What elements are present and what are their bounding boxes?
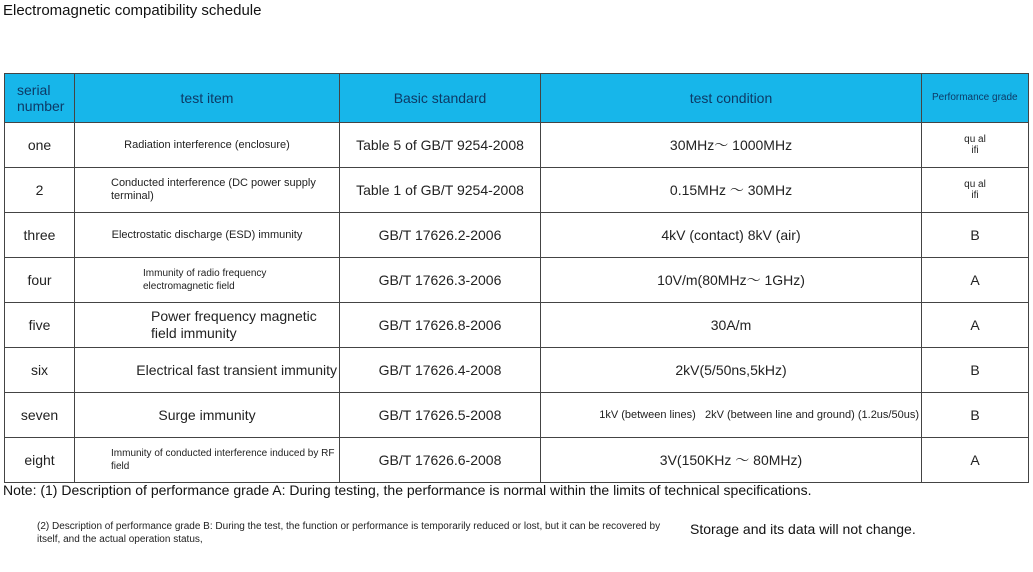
cell-grade: A — [922, 303, 1029, 348]
cell-condition: 2kV(5/50ns,5kHz) — [541, 348, 922, 393]
table-row — [5, 258, 1029, 303]
cell-standard: GB/T 17626.8-2006 — [340, 303, 541, 348]
cell-standard: Table 5 of GB/T 9254-2008 — [340, 123, 541, 168]
cell-condition: 30MHz～ 1000MHz — [541, 123, 922, 168]
cell-condition: 30A/m — [541, 303, 922, 348]
cell-standard: GB/T 17626.4-2008 — [340, 348, 541, 393]
cell-test-item: Radiation interference (enclosure) — [75, 123, 340, 168]
table-row — [5, 213, 1029, 258]
cell-standard: GB/T 17626.2-2006 — [340, 213, 541, 258]
cell-test-item: Conducted interference (DC power supply terminal) — [75, 168, 340, 213]
header-test-condition: test condition — [541, 74, 922, 123]
header-serial: serial number — [5, 74, 75, 123]
table-row — [5, 348, 1029, 393]
cell-standard: GB/T 17626.6-2008 — [340, 438, 541, 483]
cell-condition: 3V(150KHz ～ 80MHz) — [541, 438, 922, 483]
table-row — [5, 393, 1029, 438]
cell-grade: B — [922, 393, 1029, 438]
cell-condition: 10V/m(80MHz～ 1GHz) — [541, 258, 922, 303]
cell-serial: three — [5, 213, 75, 258]
header-basic-standard: Basic standard — [340, 74, 541, 123]
cell-grade: B — [922, 348, 1029, 393]
cell-condition: 1kV (between lines) 2kV (between line and ground) (1.2us/50us) — [541, 393, 922, 438]
cell-serial: one — [5, 123, 75, 168]
cell-grade: B — [922, 213, 1029, 258]
cell-serial: eight — [5, 438, 75, 483]
table-row — [5, 168, 1029, 213]
cell-serial: five — [5, 303, 75, 348]
cell-condition: 0.15MHz ～ 30MHz — [541, 168, 922, 213]
note-grade-b: (2) Description of performance grade B: During the test, the function or performance is temporarily reduced or lost, but it can be recovered by itself, and the actual operation status, — [37, 521, 661, 545]
cell-test-item: Power frequency magnetic field immunity — [75, 303, 340, 348]
note-grade-a: Note: (1) Description of performance grade A: During testing, the performance is normal within the limits of technical specifications. — [3, 482, 812, 498]
cell-test-item: Electrostatic discharge (ESD) immunity — [75, 213, 340, 258]
cell-test-item: Immunity of radio frequency electromagnetic field — [75, 258, 340, 303]
cell-grade: A — [922, 258, 1029, 303]
note-storage: Storage and its data will not change. — [690, 521, 916, 537]
cell-serial: six — [5, 348, 75, 393]
cell-standard: GB/T 17626.5-2008 — [340, 393, 541, 438]
cell-test-item: Electrical fast transient immunity — [75, 348, 340, 393]
cell-serial: seven — [5, 393, 75, 438]
cell-grade: qu alifi — [922, 168, 1029, 213]
table-row — [5, 123, 1029, 168]
cell-serial: four — [5, 258, 75, 303]
table-header-row — [5, 74, 1029, 123]
cell-test-item: Immunity of conducted interference induced by RF field — [75, 438, 340, 483]
header-performance-grade: Performance grade — [922, 74, 1029, 123]
cell-standard: GB/T 17626.3-2006 — [340, 258, 541, 303]
cell-grade: qu alifi — [922, 123, 1029, 168]
cell-test-item: Surge immunity — [75, 393, 340, 438]
emc-table — [4, 73, 1029, 483]
cell-grade: A — [922, 438, 1029, 483]
header-test-item: test item — [75, 74, 340, 123]
page-title: Electromagnetic compatibility schedule — [3, 2, 262, 19]
cell-serial: 2 — [5, 168, 75, 213]
table-row — [5, 438, 1029, 483]
table-row — [5, 303, 1029, 348]
cell-standard: Table 1 of GB/T 9254-2008 — [340, 168, 541, 213]
cell-condition: 4kV (contact) 8kV (air) — [541, 213, 922, 258]
